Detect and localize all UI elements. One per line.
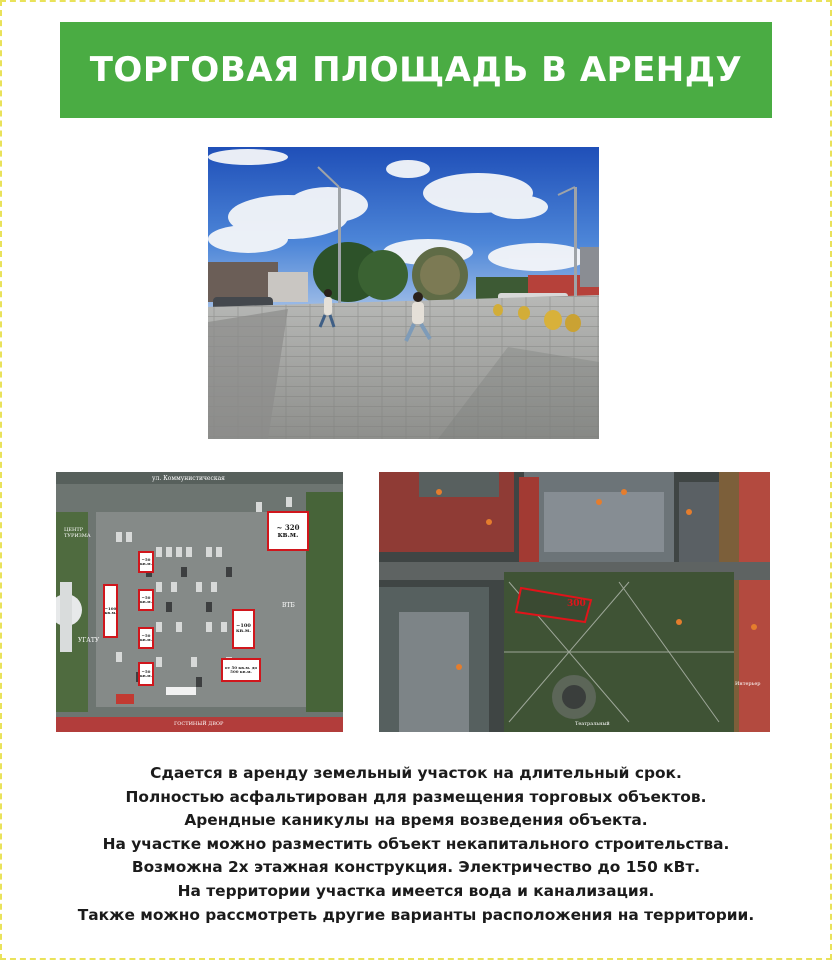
title-banner bbox=[60, 22, 772, 118]
plot-100-left: ~100 кв.м. bbox=[103, 584, 118, 638]
map-label-gostiny: ГОСТИНЫЙ ДВОР bbox=[174, 721, 224, 727]
description-line: Арендные каникулы на время возведения объекта. bbox=[184, 811, 648, 830]
plot-50-c: ~50 кв.м. bbox=[138, 627, 154, 649]
plot-50-a: ~50 кв.м. bbox=[138, 551, 154, 573]
plot-50-b: ~50 кв.м. bbox=[138, 589, 154, 611]
plot-320: ~ 320 кв.м. bbox=[267, 511, 309, 551]
description-line: Также можно рассмотреть другие варианты расположения на территории. bbox=[77, 905, 755, 924]
plot-50-500: от 50 кв.м. до 500 кв.м. bbox=[221, 658, 261, 682]
plot-50-d: ~50 кв.м. bbox=[138, 662, 154, 686]
satellite-map bbox=[379, 472, 770, 732]
map-label-theater: Театральный bbox=[575, 721, 610, 727]
map-label-interior: Интерьер bbox=[735, 681, 761, 687]
parking-lot-map bbox=[56, 472, 343, 732]
page-title: ТОРГОВАЯ ПЛОЩАДЬ В АРЕНДУ bbox=[89, 50, 743, 90]
plot-300-label: 300 bbox=[567, 599, 586, 609]
map-label-tourism: ЦЕНТР ТУРИЗМА bbox=[64, 527, 91, 539]
description-line: На участке можно разместить объект некапитального строительства. bbox=[102, 834, 730, 853]
description-line: Сдается в аренду земельный участок на длительный срок. bbox=[150, 764, 682, 782]
street-photo bbox=[208, 147, 599, 439]
description-line: Полностью асфальтирован для размещения торговых объектов. bbox=[125, 787, 707, 806]
map-label-vtb: ВТБ bbox=[282, 602, 295, 609]
description bbox=[40, 762, 792, 927]
description-line: На территории участка имеется вода и канализация. bbox=[177, 881, 655, 900]
plot-100-right: ~100 кв.м. bbox=[232, 609, 255, 649]
map-street-label: ул. Коммунистическая bbox=[152, 475, 225, 482]
map-label-ugatu: УГАТУ bbox=[78, 637, 100, 644]
description-line: Возможна 2х этажная конструкция. Электричество до 150 кВт. bbox=[131, 858, 701, 877]
